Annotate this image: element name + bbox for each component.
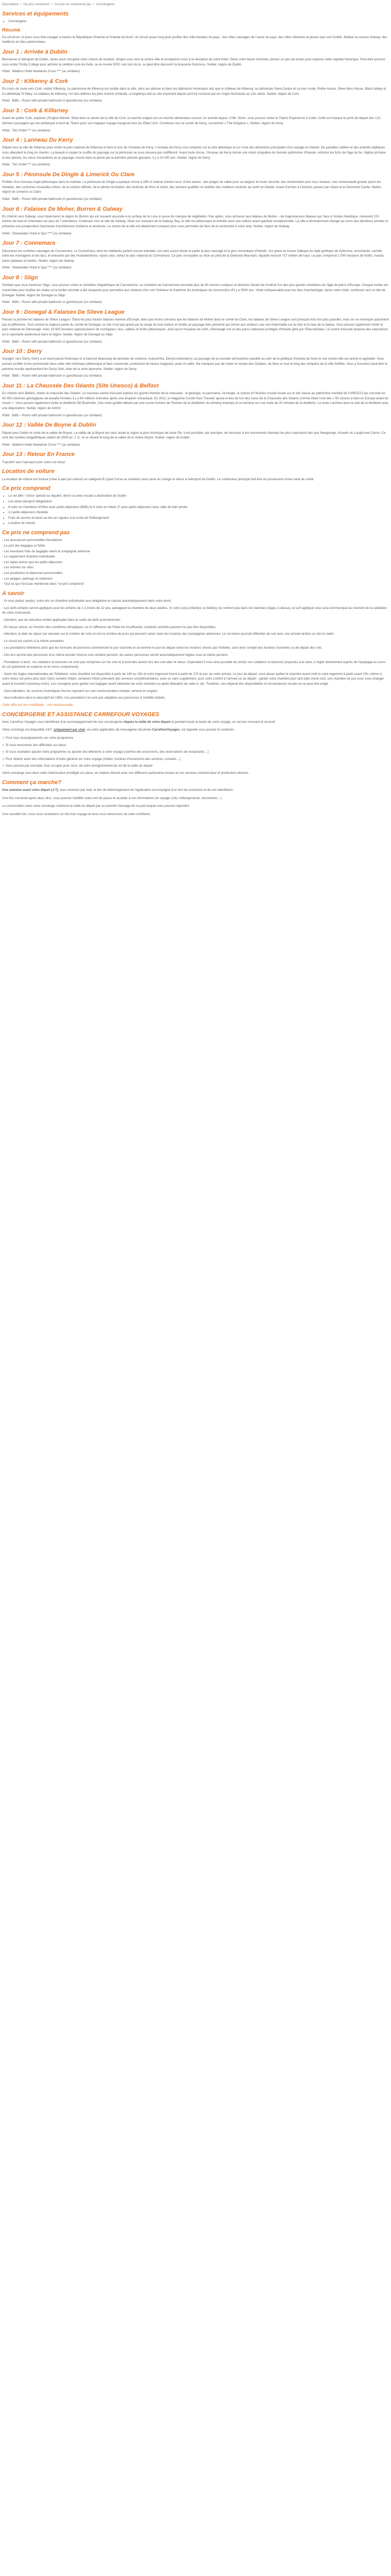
itinerary-day [2,451,389,465]
day-hotel: Hôtel : Shearwater Hotel & Spa **** (ou similaire) [2,231,72,235]
list-item: ✓ Pour obtenir avoir des informations d'ordre général sur votre voyage (météo, horaires d'ouvertures des services, conseils…) [2,757,181,761]
day-title: Jour 6 : Falaises De Moher, Burren & Galway [2,206,123,212]
services-list [2,19,389,24]
day-description: Départ pour Dublin et visite de la vallée de Boyne. La vallée de la Boyne est sans doute la région la plus historique de toute l'île. Il est possible, par exemple, de retrouver à lire monuments irlandais les plus importants tels que Newgrange, Knowth ou Loughcrew Cairns. Ce sont des tombes mégalithiques datant de 2500 av. J.-C. et se situant le long de la vallée de la rivière Boyne. Nuitée: région de Dublin [2,431,386,440]
day-hotel: Hôtel : B&B – Room with private bathroom in guesthouse (ou similaire) [2,340,102,344]
resume-title: Résumé [2,27,21,32]
day-title: Jour 8 : Sligo [2,275,38,281]
day-title: Jour 11 : La Chaussée Des Géants (Site Unesco) & Belfast [2,382,159,389]
location-title: Location de voiture [2,468,55,475]
list-item: - Les éventuels frais de bagages selon la compagnie aérienne [2,549,90,553]
concierge-intro-bold: depuis la veille de votre départ [124,720,171,724]
list-item: • Frais de service et taxes au lieu en vigueur à la sortie de l'hébergement [8,516,389,521]
list-item: ✓ Si vous rencontrez des difficultés sur place [2,743,67,747]
itinerary-day [2,348,389,379]
list-item: - Le port des bagages à l'hôtel [2,544,45,548]
list-item: ✓ Vous pouvez par exemple, tous occuper pour vous, de votre enregistrement de vol de la veille du départ [2,764,153,768]
itinerary-day [2,309,389,344]
tab-not-included[interactable]: Ce prix ne comprend pas [54,3,91,6]
day-description: Bienvenue à l'aéroport de Dublin. Après avoir récupéré votre voiture de location, dirigez-vous vers le centre-ville et enregistrez-vous à la réception de votre hôtel. Selon votre heure d'arrivée, prenez un peu de temps pour explorer cette capitale historique. Peut-être pourrez-vous visiter Trinity College pour admirer le célèbre Livre de Kells, ou le musée EPIC noir bon de la, ou peut-être découvrir la brasserie Guinness. Nuitée: région de Dublin [2,58,386,66]
day-description: Pendant que vous traversez Sligo, vous pouvez visiter le cimetière mégalithique de Carrowmore. Le cimetière de Carrowmore possède plus de 60 cercles rustiques et dolmens faisant de l'endroit l'un des plus grands cimetières de l'âge de pierre d'Europe. Chaque tombe est numérotée pour faciliter les visites et la tombe centrale a été restaurée pour permettre aux visiteurs d'en voir l'intérieur et d'admirer les techniques de construction d'il y a 5000 ans. Visite indispensable pour les fans d'archéologie. Après votre visite, continuez vers la ville de Donegal. Nuitée: région de Donegal ou Sligo [2,283,388,297]
concierge-note: Votre concierge sera alors votre interlocuteur privilégié sur place, en relation directe avec nos différents partenaires locaux et nos services commerciaux et production internes. [2,771,249,775]
list-item: - Attention, la date du séjour est calculée sur le nombre de nuits et non le nombre de jours qui peuvent varier selon les horaires des compagnies aériennes. Le vol retour pourrait réfléchier de nuit avec une arrivée tardive ou très le matin. [2,632,335,636]
not-included-title: Ce prix ne comprend pas [2,530,70,536]
list-item: - Les péages, parkings et carburant [2,577,53,581]
day-hotel: Hôtel : Maldron Hotel Newlands Cross *** (ou similaire) [2,70,80,74]
day-title: Jour 1 : Arrivée à Dublin [2,48,68,55]
how-it-works-step: Une fois connecté après deux clics, vous pourrez modifier votre mot de passe et accéder à vos informations de voyage (vols, hébergements, documents…). [2,796,223,800]
savoir-title: A savoir [2,590,25,597]
tab-description[interactable]: Description [2,3,19,6]
list-item: - Le supplément chambre individuelle [2,555,55,559]
day-description: Transfert vers l'aéroport pour votre vol retour. [2,460,66,464]
tab-concierge[interactable]: Conciergerie [95,3,115,6]
included-list [2,494,389,526]
not-included-list [2,538,389,586]
non-refundable-note: Cette offre est non modifiable – non remboursable [2,703,73,707]
itinerary-day [2,421,389,447]
list-item: - Tout ce qui n'est pas mentionné dans "ce prix comprend" [2,582,85,586]
concierge-app-name: CarrefourVoyages [152,728,180,732]
how-it-works-step [2,788,389,793]
list-item: - Selon les règles internationales de l'hôtellerie, votre chambre est disponible à partir de 14h ou 15h et votre logement fourni à partir de 17h le jour de votre arrivée. Le jour du départ, vous devez quitter la chambre avant midi et votre logement à partir avant 10h, même si votre retour est prévu plus tard. Dans certains hôtels, certaines hôtels prévoient des services complémentaires, avec ou sans supplément, pour votre confort à l'arrivée ou au départ : garder votre chambre plus tard (late check-out), une chambre de jour pour vous changer avant le transfert (courtesy room). Les consignes pour garder vos bagages avant obtention de votre chambre ou après libération de celle-ci, etc. Toutefois, ceci dépend des disponibilités et circonstances locales et ne peut être exigé. [2,672,384,686]
day-title: Jour 5 : Péninsule De Dingle & Limerick Ou Clare [2,171,135,178]
day-description: Avant de quitter Cork, explorez ('English Market, Situé dans le centre de la ville de Cork, le marché anglais est un marché alimentaire couvert, en activité depuis 1788. Sinon, vous pouvez visiter le Titanic Experience à Cobh. Cobh est marque le point de départ des 123 derniers passagers qui ont embarqué à bord du Titanic pour son tragique voyage inaugural vers les États-Unis. Continuez vers la comté de Kerry, surnommé « The Kingdom ». Nuitée: région de Kerry [2,116,381,125]
concierge-access-bold: uniquement par chat [53,728,85,732]
list-item: • 8 nuits en chambres d'hôtes avec petits-déjeuners (B&B) et 4 nuits en hôtels 3* avec petits-déjeuners avec salle de bain privée [8,505,389,510]
itinerary-day [2,382,389,418]
day-hotel: Hôtel : B&B – Room with private bathroom in guesthouse (ou similaire) [2,374,102,378]
day-hotel: Hôtel : Torc Hotel *** (ou similaire) [2,163,51,167]
list-item: - Le circuit est soumis à la même prestation. [2,639,65,643]
day-description: Passez la journée les falaises de Slieve League ! Étant les plus hautes falaises marines d'Europe, bien que moins connues que les falaises de Moher dans le comté de Clare, les falaises de Slieve League sont presque trois fois plus grandes, mais on ne remarque quasiment pas la différence. Tout comme la majeure partie du comté de Donegal, ce site n'est pas gravé par la vierge du tout visiteur et révèle un paysage bien préservé qui donne aux visiteurs une vue imprenable sur la côte et la face de la falaise. Vous pouvez également visiter le parc national de Glenveagh. Avec 16 500 hectares spectaculaires de montagnes, lacs, vallées et forêts pittoresques, ainsi qu'un troupeau de cerfs, Glenveagh est un des parcs nationaux protégés d'Irlande géré par l'État irlandais. Le centre d'accueil propose des expositions et un spectacle audiovisuel dans la région. Nuitée: région de Donegal ou Sligo [2,318,389,336]
concierge-access [2,727,389,733]
tab-bar [2,2,389,7]
list-item: - Dès lors qu'une des personnes d'un même dossier réserve une certaine pension, les autres personnes seront automatiquement logées sous la même pension. [2,653,229,657]
day-description: Départ vers la ville de Killarney pour visiter le parc national de Killarney et faire le tour de l'Anneau de Kerry. L'Anneau de Kerry vous emporte sur la côte atlantique et sur l'une des attractions principales d'un voyage en Irlande. De paisibles vallées et des endroits idylliques vous attendent le long du chemin. La beauté à couper le souffle du paysage sur la péninsule ne vous laissera pas indifférent. Avant toute chose, l'Anneau de Kerry donne une vision singulière de l'ancien patrimoine d'Irlande. Admirez les forts de l'âge du fer, l'église primaire et des pierres, les vieux monastères et un paysage creusé dans la pierre par la dernière période glaciaire, il y a 10 000 ans. Nuitée: région de Kerry [2,146,386,160]
list-item: - Les assurances personnelles facultatives [2,538,62,543]
day-hotel: Hôtel : Maldron Hotel Newlands Cross *** (ou similaire) [2,443,80,447]
list-item: - Les pourboires et dépenses personnelles [2,571,62,575]
day-description: En chemin vers Belfast, visitez la chaussée des Géants. Le nouveau centre d'accueil explore les grands thèmes de la chaussée : la géologie, le panorama, l'écologie, la culture et l'histoire sociale locale sur le site classé au patrimoine mondial de l'UNESCO qui consiste en 40 000 colonnes géologiques de basalte formées il y a 60 millions d'années après une éruption volcanique. En 2011, le magazine Condé Nast Traveler ajouta le lieu de l'un des Lieux de la Chaussée des Géants comme étant l'une des « 50 choses à faire en Europe avant de mourir ». Vous pouvez également visiter la distillerie Old Bushmills. Une visite guidée débute par une courte histoire de l'histoire de la distillation du whiskey irlandais et se termine sur une visite de 20 minutes de la distillerie. La visite s'achève dans le pub de la distillerie avec une dégustation. Nuitée: région de Antrim [2,392,389,410]
itinerary-day [2,274,389,305]
list-item: • Les taxes aéroport obligatoires [8,499,389,504]
day-title: Jour 7 : Connemara [2,240,56,247]
how-it-works-step: La conversation avec votre concierge s'activera la veille du départ par un premier message de sa part auquel vous pourrez répondre. [2,804,190,808]
list-item: - Les entrées sur sites [2,566,34,570]
page [0,0,391,825]
concierge-access-text-end: , sur laquelle vous pouvez le contacter : [180,728,236,732]
itinerary-day [2,171,389,202]
day-title: Jour 12 : Vallée De Boyne & Dublin [2,422,96,429]
day-title: Jour 13 : Retour En France [2,451,75,458]
list-item: - Attention, pas de réduction enfant applicable dans le cadre de tarifs promotionnels. [2,618,121,622]
concierge-list [2,736,389,769]
how-it-works-bold: Une semaine avant votre départ (J-7), [2,788,59,792]
itinerary-day [2,48,389,74]
how-it-works-step: Une nouvelle fois, nous vous souhaitons un très bon voyage et nous vous remercions de votre confiance. [2,812,151,816]
included-title: Ce prix comprend [2,485,51,492]
day-description: En cours de route vers Cork, visitez Kilkenny. Le patrimoine de Kilkenny est visible dans la ville, dans les abimas et dans les bâtiments historiques tels que le château de Kilkenny, la cathédrale Saint-Canice et sa tour ronde, Rothe House, Shee Alms House, Black Abbey et la cathédrale St Mary. Le château de Kilkenny, l'un des édifices les plus récents d'Irlande, a longtemps été un site important depuis qu'il fut construit par les Anglo-Normands au 12e siècle. Nuitée: région de Cork [2,87,386,96]
list-item: - Les tarifs enfants seront appliqués pour les enfants de 2 à moins de 12 ans, partageant la chambre de deux adultes. Si votre (vos) enfant(s) ou bébé(s) ne rentrent pas dans les tranches d'âges ci-dessus, le tarif appliqué vous sera communiqué au moment de la validation de votre commande. [2,606,387,615]
list-item: • 12 petits-déjeuners irlandais [8,510,389,515]
list-item: - Les repas autres que les petits-déjeuners [2,560,63,564]
itinerary-day [2,107,389,133]
day-title: Jour 2 : Kilkenny & Cork [2,78,68,84]
day-description: Découvrez les contrées sauvages du Connemara. Le Connemara, dont les habitants parlent encore irlandais, est sans aucun doute la partie la plus sauvage et la plus romantique d'Irlande. Sur place se trouve l'abbaye du style gothique de Kylemore, envoûtante, cachée entre les montagnes et les lacs, et entourée par des rhododendrons. Après cela, visitez le parc national du Connemara. Ce parc incroyable se situe au pied de la Diamond Mountain, laquelle mesure 727 mètres de haut. Le parc comprend 1 500 hectares de forêts, marais, hauts plateaux et landes. Nuitée: région de Galway [2,249,385,263]
how-it-works-title: Comment ça marche? [2,779,61,786]
list-item: - En basse saison, en fonction des conditions climatiques, ou si l'affluence de l'hôtel est insuffisante, certaines activités peuvent ne pas être disponibles. [2,625,217,629]
itinerary-day [2,78,389,104]
list-item: - Seul indication, les services touristiques fournis reposent sur une communication verbale, servent en anglais. [2,689,158,693]
location-text: La location de voiture est incluse (mise à part par voiture) en catégorie B (Opel Corsa ou similaire) avec prise en charge et retour à l'aéroport de Dublin. Le conducteur principal doit être en possession d'une carte de crédit. [2,477,315,481]
concierge-intro-text: Avec Carrefour Voyages vous bénéficiez d'un accompagnement de nos conciergeries [2,720,124,724]
day-description: Voyagez vers Derry. Derry a un lourd passé historique et a traversé beaucoup de périodes de violence. Aujourd'hui, Derry/Londonderry, au passage de la nouvelle atmosphère paisible au sein de la politique d'Irlande du Nord et son centre-ville est animé et agréable. Vous pouvez profiter d'une promenade dans cette ville historique pittoresque et bien conservée, produisant de beaux magasins, pubs et cafés. Ne manquez pas de visiter le musée des Outlaws, de faire un tour le long des remparts de la ville fortifiée. Vous y trouverez peut-être la peinture murale représentant les Derry Girls, tirée de la série éponyme. Nuitée: région de Derry [2,357,387,371]
list-item: • Le vol aller / retour spécial ou régulier, direct ou avec escale à destination de Dublin [8,494,389,499]
day-hotel: Hôtel : B&B – Room with private bathroom in guesthouse (ou similaire) [2,413,102,417]
day-title: Jour 4 : Lanneau Du Kerry [2,137,73,144]
day-description: Profitez d'un nouveau trajet pittoresque dans la matinée. La péninsule de Dingle a quelque chose à offrir à chacun d'entre nous. Entre autres : des plages de sable pour se baigner en toute sécurité, des randonnées pour tous niveaux, une communauté gravée parmi les Irlandais, des coutumes musicales riches, de la cuisine raffinée, de la pêche récréative, des festivals de films et d'arts, des artisans qualifiés et variétés des meilleurs endroits au sortir en Irlande. Avant d'arriver à Limerick, passez par Adare et le Desmond Castle. Nuitée: région de Limerick ou Clare [2,180,382,194]
day-description: En chemin vers Galway, vous traverserez la région du Burren qui est souvent associée à la surface de la Lune à cause du manque de végétation. Peu après, vous arriverez aux falaises de Moher – de majestueuses falaises qui, face à l'océan Atlantique, mesurent 215 mètres de haut et s'étendent sur plus de 7 kilomètres. Continuez vers la ville de Galway. Situé sur l'estuaire de la Galway. Bay, la ville est pittoresque et animée avec une culture avant-gardiste exceptionnelle. La ville a étonnamment changé au cours des dernières années et présente une juxtaposition fascinante d'architecture moderne et ancienne. Le centre de la ville est idéalement compact pour vous permettre de faire de la randonnée à votre aise. Nuitée: région de Galway [2,214,388,229]
itinerary-day [2,206,389,236]
itinerary-day [2,137,389,167]
day-hotel: Hôtel : B&B – Room with private bathroom in guesthouse (ou similaire) [2,99,102,103]
concierge-access-text: Votre concierge est disponible 24/7, [2,728,54,732]
list-item: - Seul indication dans le descriptif de l'offre, nos prestations ne sont pas adaptées aux personnes à mobilité réduite. [2,696,166,700]
list-item: - Les prestations hôtelières ainsi que les formules de pensions commencent le jour d'arrivée et se termine le jour du départ selon les horaires checks par l'hôtelier, sans tenir compte des horaires d'arrivées ou de départ des vols. [2,646,322,650]
day-hotel: Hôtel : B&B – Room with private bathroom in guesthouse (ou similaire) [2,197,102,201]
list-item: - Si vous partez seul(e), votre prix en chambre individuelle sera obligatoire et calculé automatiquement dans votre devis. [2,599,172,603]
list-item: ✓ Pour tous renseignements sur votre programme [2,736,74,740]
concierge-title: CONCIERGERIE ET ASSISTANCE CARREFOUR VOYAGES [2,711,159,718]
list-item: • Location de voiture [8,521,389,526]
services-title: Services et équipements [2,10,69,17]
concierge-intro [2,720,389,725]
concierge-access-text-mid: , via votre application de messagerie sécurisée [85,728,152,732]
day-title: Jour 10 : Derry [2,348,42,355]
savoir-list [2,599,389,701]
concierge-intro-text-end: et pendant toute la durée de votre voyage, un service innovant et exclusif. [170,720,276,724]
day-hotel: Hôtel : Shearwater Hotel & Spa **** (ou similaire) [2,266,72,270]
tab-separator: / [93,3,94,6]
tab-separator: / [20,3,22,6]
itinerary [2,48,389,465]
how-it-works-text: vous recevrez par mail, le lien de téléchargement de l'application accompagné d'un lien de connexion et de vos identifiants. [59,788,234,792]
list-item: ✓ Si vous souhaitez ajouter votre programme ou ajouter des éléments à votre voyage (comme des excursions, des réservations de restaurants…) [2,750,209,754]
tab-included[interactable]: Ce prix comprend [23,3,50,6]
day-title: Jour 3 : Cork & Killarney [2,107,69,114]
itinerary-day [2,240,389,270]
day-hotel: Hôtel : Torc Hotel *** (ou similaire) [2,128,51,132]
list-item: • Conciergerie [8,19,389,24]
list-item: - Prestations à bord : les collations et boissons ne sont pas comprises sur les vols et à bord des avions lors des vols aller et retour. Cependant il vous sera possible de choisir vos collations et boissons proposés à la carte, à régler directement auprès de l'équipage au cours du vol (paiement en espèces et en euros uniquement). [2,660,386,669]
tab-separator: / [51,3,53,6]
resume-text: Ce circuit en 13 jours vous fera voyager à travers la République d'Irlande et l'Irlande du Nord. Un circuit assez long pour profiter des mille facettes du pays : des villes sauvages de l'ouest du pays, des villes vibrantes et jeunes que sont Dublin, Belfast ou encore Galway, des traditions et sites patrimoniaux. [2,35,387,44]
day-title: Jour 9 : Donegal & Falaises De Slieve League [2,309,125,315]
day-hotel: Hôtel : B&B – Room with private bathroom in guesthouse (ou similaire) [2,300,102,304]
